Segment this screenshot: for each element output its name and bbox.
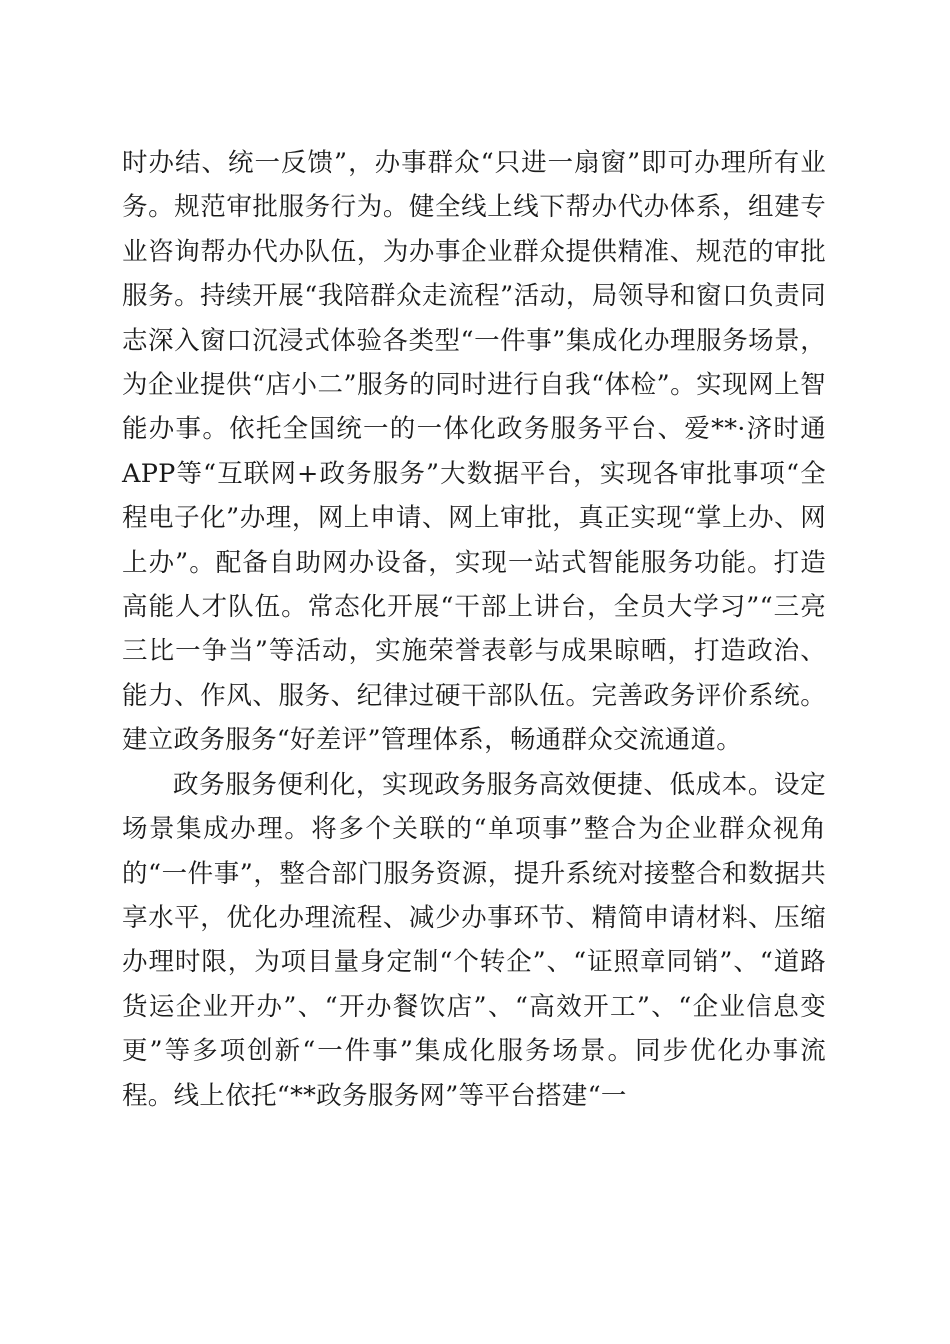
document-body <box>122 141 826 1118</box>
paragraph-1: 时办结、统一反馈”，办事群众“只进一扇窗”即可办理所有业务。规范审批服务行为。健全线上线下帮办代办体系，组建专业咨询帮办代办队伍，为办事企业群众提供精准、规范的审批服务。持续开展“我陪群众走流程”活动，局领导和窗口负责同志深入窗口沉浸式体验各类型“一件事”集成化办理服务场景，为企业提供“店小二”服务的同时进行自我“体检”。实现网上智能办事。依托全国统一的一体化政务服务平台、爱**·济时通APP等“互联网+政务服务”大数据平台，实现各审批事项“全程电子化”办理，网上申请、网上审批，真正实现“掌上办、网上办”。配备自助网办设备，实现一站式智能服务功能。打造高能人才队伍。常态化开展“干部上讲台，全员大学习”“三亮三比一争当”等活动，实施荣誉表彰与成果晾晒，打造政治、能力、作风、服务、纪律过硬干部队伍。完善政务评价系统。建立政务服务“好差评”管理体系，畅通群众交流通道。 <box>122 148 826 756</box>
paragraph-2: 政务服务便利化，实现政务服务高效便捷、低成本。设定场景集成办理。将多个关联的“单项事”整合为企业群众视角的“一件事”，整合部门服务资源，提升系统对接整合和数据共享水平，优化办理流程、减少办事环节、精简申请材料、压缩办理时限，为项目量身定制“个转企”、“证照章同销”、“道路货运企业开办”、“开办餐饮店”、“高效开工”、“企业信息变更”等多项创新“一件事”集成化服务场景。同步优化办事流程。线上依托“**政务服务网”等平台搭建“一 <box>122 769 826 1111</box>
